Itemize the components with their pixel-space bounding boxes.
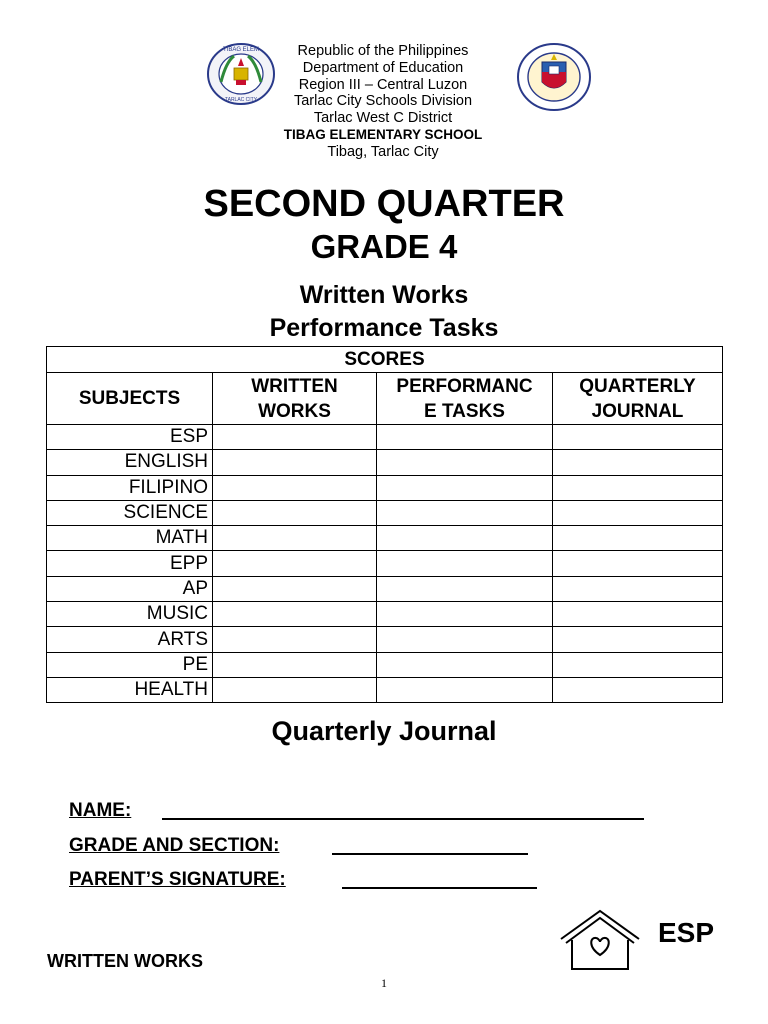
header-line-3: Region III – Central Luzon bbox=[298, 76, 468, 93]
quarter-title: SECOND QUARTER bbox=[203, 183, 565, 225]
grade-section-label: GRADE AND SECTION: bbox=[69, 835, 280, 856]
header-written-works bbox=[213, 373, 377, 425]
header-journal-line1: QUARTERLY bbox=[579, 375, 696, 397]
table-row bbox=[47, 425, 723, 450]
header-performance-tasks bbox=[377, 373, 553, 425]
performance-score-cell[interactable] bbox=[377, 576, 553, 601]
subject-cell: AP bbox=[47, 576, 213, 601]
subject-cell: SCIENCE bbox=[47, 500, 213, 525]
subject-cell: ESP bbox=[47, 425, 213, 450]
table-row bbox=[47, 450, 723, 475]
grade-section-field[interactable] bbox=[332, 853, 528, 855]
quarterly-journal-title: Quarterly Journal bbox=[271, 716, 497, 746]
section-label: WRITTEN WORKS bbox=[47, 951, 203, 971]
written-score-cell[interactable] bbox=[213, 425, 377, 450]
header-quarterly-journal bbox=[553, 373, 723, 425]
subject-cell: EPP bbox=[47, 551, 213, 576]
journal-score-cell[interactable] bbox=[553, 425, 723, 450]
school-address: Tibag, Tarlac City bbox=[327, 143, 439, 160]
subtitle-performance-tasks: Performance Tasks bbox=[269, 314, 499, 342]
journal-score-cell[interactable] bbox=[553, 526, 723, 551]
table-row bbox=[47, 677, 723, 702]
header-subjects: SUBJECTS bbox=[47, 373, 213, 425]
performance-score-cell[interactable] bbox=[377, 677, 553, 702]
subject-cell: MATH bbox=[47, 526, 213, 551]
journal-score-cell[interactable] bbox=[553, 551, 723, 576]
written-score-cell[interactable] bbox=[213, 500, 377, 525]
performance-score-cell[interactable] bbox=[377, 450, 553, 475]
header-line-1: Republic of the Philippines bbox=[297, 43, 469, 59]
journal-score-cell[interactable] bbox=[553, 500, 723, 525]
table-row bbox=[47, 551, 723, 576]
written-score-cell[interactable] bbox=[213, 551, 377, 576]
subject-cell: ARTS bbox=[47, 627, 213, 652]
letterhead bbox=[250, 43, 516, 161]
table-row bbox=[47, 526, 723, 551]
subject-tag: ESP bbox=[658, 917, 715, 948]
subject-cell: MUSIC bbox=[47, 602, 213, 627]
name-label: NAME: bbox=[69, 800, 132, 821]
journal-score-cell[interactable] bbox=[553, 576, 723, 601]
scores-header-row bbox=[47, 373, 723, 425]
written-score-cell[interactable] bbox=[213, 450, 377, 475]
written-score-cell[interactable] bbox=[213, 652, 377, 677]
parent-signature-field[interactable] bbox=[342, 887, 537, 889]
subject-cell: PE bbox=[47, 652, 213, 677]
page-number: 1 bbox=[381, 976, 387, 990]
journal-score-cell[interactable] bbox=[553, 627, 723, 652]
table-row bbox=[47, 475, 723, 500]
header-written-line1: WRITTEN bbox=[251, 375, 338, 397]
scores-caption-row bbox=[47, 347, 723, 373]
journal-score-cell[interactable] bbox=[553, 602, 723, 627]
table-row bbox=[47, 602, 723, 627]
table-row bbox=[47, 652, 723, 677]
header-performance-line1: PERFORMANC bbox=[396, 375, 533, 397]
header-performance-line2: E TASKS bbox=[424, 400, 505, 422]
school-name: TIBAG ELEMENTARY SCHOOL bbox=[283, 126, 483, 142]
written-score-cell[interactable] bbox=[213, 475, 377, 500]
subject-cell: ENGLISH bbox=[47, 450, 213, 475]
table-row bbox=[47, 500, 723, 525]
header-line-2: Department of Education bbox=[302, 59, 464, 76]
performance-score-cell[interactable] bbox=[377, 652, 553, 677]
written-score-cell[interactable] bbox=[213, 602, 377, 627]
grade-title: GRADE 4 bbox=[310, 228, 458, 265]
header-line-5: Tarlac West C District bbox=[313, 110, 453, 127]
subject-cell: FILIPINO bbox=[47, 475, 213, 500]
performance-score-cell[interactable] bbox=[377, 475, 553, 500]
svg-text:TIBAG ELEM: TIBAG ELEM bbox=[222, 47, 260, 53]
journal-score-cell[interactable] bbox=[553, 652, 723, 677]
performance-score-cell[interactable] bbox=[377, 602, 553, 627]
name-field[interactable] bbox=[162, 818, 644, 820]
parent-signature-label: PARENT’S SIGNATURE: bbox=[69, 869, 286, 890]
journal-score-cell[interactable] bbox=[553, 475, 723, 500]
table-row bbox=[47, 576, 723, 601]
subject-cell: HEALTH bbox=[47, 677, 213, 702]
svg-text:TARLAC CITY: TARLAC CITY bbox=[224, 97, 258, 103]
header-written-line2: WORKS bbox=[258, 400, 331, 422]
house-heart-icon bbox=[558, 908, 642, 972]
table-row bbox=[47, 627, 723, 652]
subtitle-written-works: Written Works bbox=[299, 281, 469, 309]
written-score-cell[interactable] bbox=[213, 576, 377, 601]
performance-score-cell[interactable] bbox=[377, 627, 553, 652]
performance-score-cell[interactable] bbox=[377, 526, 553, 551]
written-score-cell[interactable] bbox=[213, 526, 377, 551]
performance-score-cell[interactable] bbox=[377, 425, 553, 450]
written-score-cell[interactable] bbox=[213, 627, 377, 652]
header-journal-line2: JOURNAL bbox=[591, 400, 684, 422]
scores-table bbox=[46, 346, 723, 703]
deped-seal-icon bbox=[516, 42, 592, 112]
journal-score-cell[interactable] bbox=[553, 450, 723, 475]
header-line-4: Tarlac City Schools Division bbox=[293, 93, 473, 110]
written-score-cell[interactable] bbox=[213, 677, 377, 702]
performance-score-cell[interactable] bbox=[377, 551, 553, 576]
scores-caption: SCORES bbox=[47, 347, 723, 373]
performance-score-cell[interactable] bbox=[377, 500, 553, 525]
journal-score-cell[interactable] bbox=[553, 677, 723, 702]
